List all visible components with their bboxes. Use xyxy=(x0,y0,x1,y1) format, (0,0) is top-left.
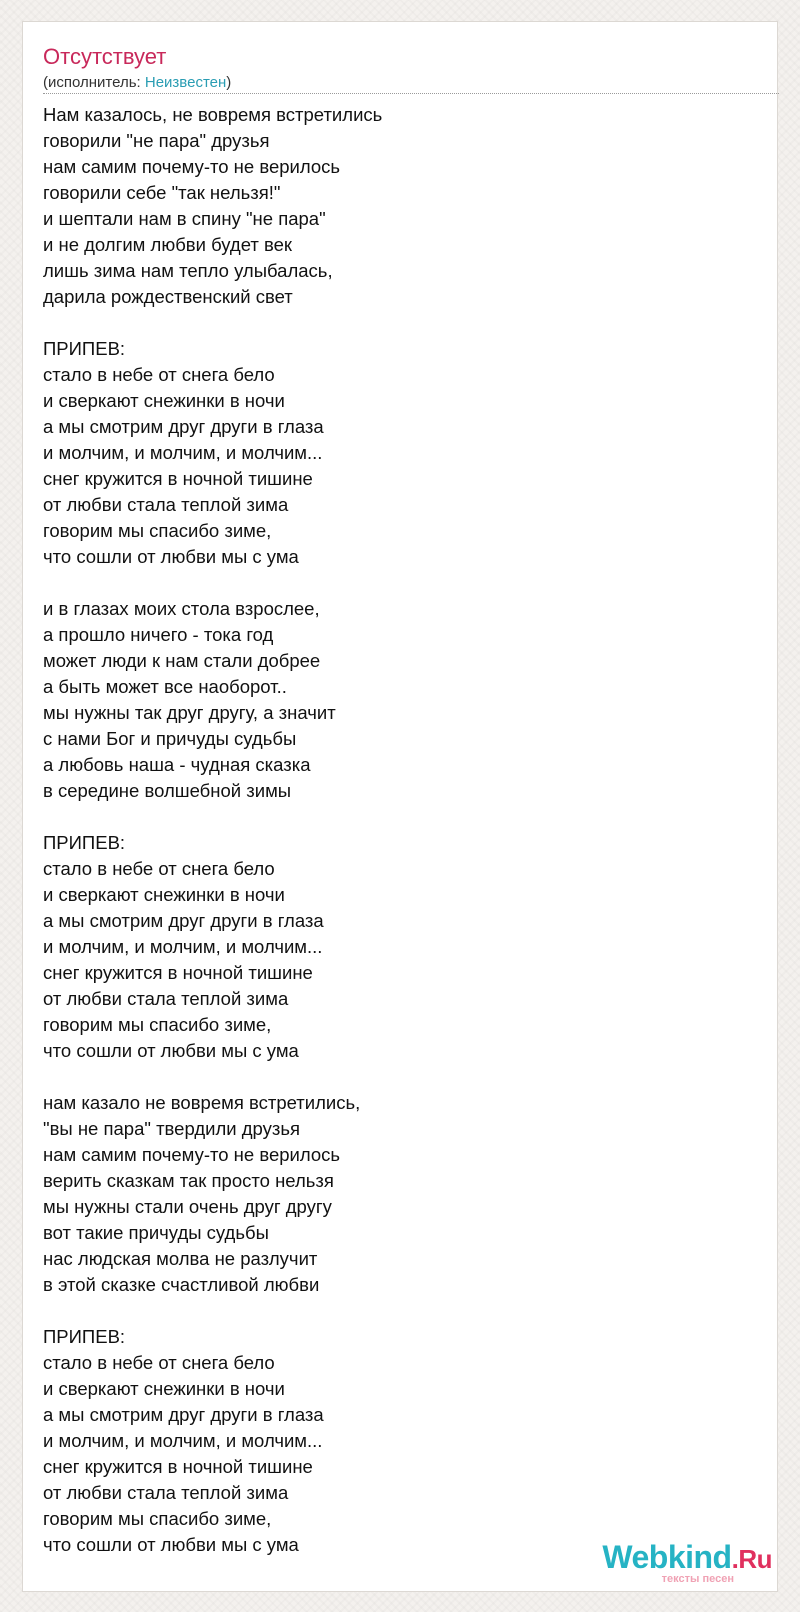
artist-link[interactable]: Неизвестен xyxy=(144,74,227,91)
lyric-line: а прошло ничего - тока год xyxy=(43,624,274,645)
lyric-line: от любви стала теплой зима xyxy=(43,494,289,515)
lyric-line: дарила рождественский свет xyxy=(43,286,293,307)
lyric-line: говорим мы спасибо зиме, xyxy=(43,1014,272,1035)
lyric-line: и сверкают снежинки в ночи xyxy=(43,390,285,411)
lyric-line: и молчим, и молчим, и молчим... xyxy=(43,936,323,957)
lyric-line: нам самим почему-то не верилось xyxy=(43,156,341,177)
lyric-line: нам самим почему-то не верилось xyxy=(43,1144,341,1165)
lyric-line: снег кружится в ночной тишине xyxy=(43,1456,313,1477)
lyric-line: и молчим, и молчим, и молчим... xyxy=(43,442,323,463)
song-title: Отсутствует xyxy=(43,44,167,69)
lyric-line: а мы смотрим друг други в глаза xyxy=(43,416,324,437)
lyric-line: и не долгим любви будет век xyxy=(43,234,293,255)
lyric-line: от любви стала теплой зима xyxy=(43,1482,289,1503)
lyric-line: и шептали нам в спину "не пара" xyxy=(43,208,326,229)
lyric-line: ПРИПЕВ: xyxy=(43,832,126,853)
artist-prefix: (исполнитель: xyxy=(43,74,145,91)
stanza-break xyxy=(43,310,763,336)
stanza-break xyxy=(43,804,763,830)
lyric-line: а быть может все наоборот.. xyxy=(43,676,287,697)
logo-ru-text: Ru xyxy=(738,1544,772,1574)
stanza-break xyxy=(43,1064,763,1090)
lyric-line: снег кружится в ночной тишине xyxy=(43,468,313,489)
lyric-line: "вы не пара" твердили друзья xyxy=(43,1118,300,1139)
lyric-line: и молчим, и молчим, и молчим... xyxy=(43,1430,323,1451)
logo-dot-text: . xyxy=(731,1544,739,1574)
artist-suffix: ) xyxy=(226,74,232,91)
stanza-break xyxy=(43,1298,763,1324)
logo-web-text: Webkind xyxy=(602,1539,732,1575)
lyric-line: что сошли от любви мы с ума xyxy=(43,1040,299,1061)
lyric-line: и в глазах моих стола взрослее, xyxy=(43,598,320,619)
lyric-line: а мы смотрим друг други в глаза xyxy=(43,1404,324,1425)
header-divider xyxy=(43,93,779,94)
lyric-line: может люди к нам стали добрее xyxy=(43,650,321,671)
lyric-line: лишь зима нам тепло улыбалась, xyxy=(43,260,333,281)
lyric-line: и сверкают снежинки в ночи xyxy=(43,1378,285,1399)
lyric-line: от любви стала теплой зима xyxy=(43,988,289,1009)
lyric-line: снег кружится в ночной тишине xyxy=(43,962,313,983)
logo-wordmark xyxy=(572,1540,772,1576)
lyrics-card xyxy=(22,21,778,1592)
lyric-line: говорим мы спасибо зиме, xyxy=(43,1508,272,1529)
lyric-line: Нам казалось, не вовремя встретились xyxy=(43,104,383,125)
lyric-line: говорили "не пара" друзья xyxy=(43,130,270,151)
lyric-line: мы нужны так друг другу, а значит xyxy=(43,702,336,723)
artist-line xyxy=(43,74,231,92)
stanza-break xyxy=(43,570,763,596)
logo-tagline: тексты песен xyxy=(661,1573,734,1585)
lyric-line: стало в небе от снега бело xyxy=(43,858,275,879)
lyric-line: говорим мы спасибо зиме, xyxy=(43,520,272,541)
lyric-line: нас людская молва не разлучит xyxy=(43,1248,318,1269)
lyric-line: в середине волшебной зимы xyxy=(43,780,292,801)
lyrics-body xyxy=(43,102,763,1558)
lyric-line: и сверкают снежинки в ночи xyxy=(43,884,285,905)
lyric-line: ПРИПЕВ: xyxy=(43,338,126,359)
lyric-line: мы нужны стали очень друг другу xyxy=(43,1196,332,1217)
lyric-line: а любовь наша - чудная сказка xyxy=(43,754,311,775)
lyric-line: стало в небе от снега бело xyxy=(43,364,275,385)
lyric-line: что сошли от любви мы с ума xyxy=(43,1534,299,1555)
lyric-line: нам казало не вовремя встретились, xyxy=(43,1092,361,1113)
lyric-line: вот такие причуды судьбы xyxy=(43,1222,269,1243)
lyric-line: а мы смотрим друг други в глаза xyxy=(43,910,324,931)
site-logo[interactable] xyxy=(572,1540,772,1590)
lyric-line: что сошли от любви мы с ума xyxy=(43,546,299,567)
lyric-line: верить сказкам так просто нельзя xyxy=(43,1170,334,1191)
lyric-line: с нами Бог и причуды судьбы xyxy=(43,728,297,749)
lyric-line: говорили себе "так нельзя!" xyxy=(43,182,281,203)
lyric-line: стало в небе от снега бело xyxy=(43,1352,275,1373)
lyric-line: в этой сказке счастливой любви xyxy=(43,1274,320,1295)
lyric-line: ПРИПЕВ: xyxy=(43,1326,126,1347)
